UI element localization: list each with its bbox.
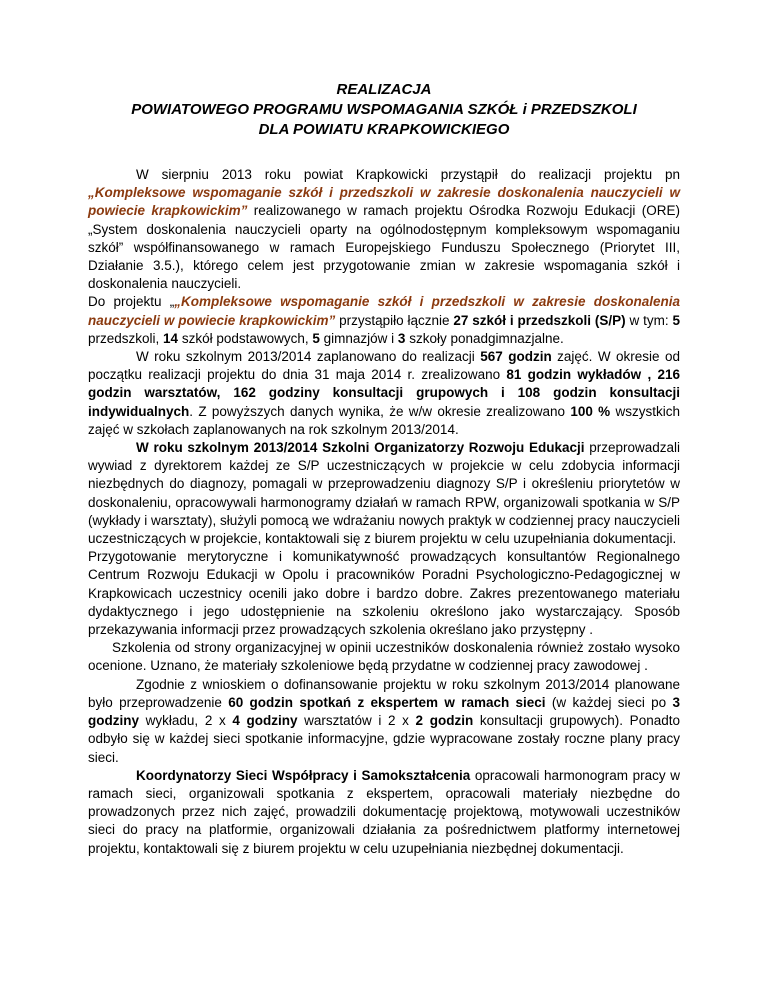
paragraph-2 <box>88 293 680 348</box>
p3-text-a: W roku szkolnym 2013/2014 zaplanowano do realizacji <box>136 349 481 365</box>
paragraph-1 <box>88 166 680 293</box>
paragraph-3 <box>88 348 680 439</box>
p2-project-name: „Kompleksowe wspomaganie szkół i przedszkoli w zakresie doskonalenia nauczycieli w powiecie krapkowickim” <box>88 294 680 328</box>
p2-text-i: szkół podstawowych, <box>178 330 313 346</box>
p7-lecture-hours: 3 godziny <box>88 694 680 729</box>
p1-text-c: realizowanego w ramach projektu Ośrodka Rozwoju Edukacji (ORE) „System doskonalenia nauczycieli oparty na ogólnodostępnym kompleksowym wspomaganiu szkół” współfinansowanego w ramach Europejskiego Funduszu Społecznego (Priorytet III, Działanie 3.5.), którego celem jest przygotowanie zmian w zakresie wspomagania szkół i doskonalenia nauczycieli. <box>88 203 681 292</box>
p2-count-preschools: 5 <box>672 312 680 328</box>
document-title <box>88 80 680 140</box>
p4-text-b: przeprowadzali wywiad z dyrektorem każdej ze S/P uczestniczących w projekcie w celu zdobycia informacji niezbędnych do diagnozy, pomagali w przeprowadzeniu diagnozy S/P i określeniu priorytetów w doskonaleniu, opracowywali harmonogramy działań w ramach RPW, organizowali spotkania w S/P (wykłady i warsztaty), służyli pomocą we wdrażaniu nowych praktyk w codziennej pracy nauczycieli uczestniczących w projekcie, kontaktowali się z biurem projektu w celu uzupełniania dokumentacji. <box>88 440 681 547</box>
p2-text-e: w tym: <box>625 312 673 328</box>
title-line-1: REALIZACJA <box>336 81 432 98</box>
p2-text-c: przystąpiło łącznie <box>335 312 454 328</box>
p2-total-schools: 27 szkół i przedszkoli (S/P) <box>453 312 626 328</box>
p3-hours-breakdown: 81 godzin wykładów , 216 godzin warsztatów, 162 godziny konsultacji grupowych i 108 godzin konsultacji indywidualnych <box>88 367 680 419</box>
p7-text-c: (w każdej sieci po <box>545 694 673 710</box>
p7-consult-hours: 2 godzin <box>415 713 474 729</box>
p3-text-e: . Z powyższych danych wynika, że w/w okresie zrealizowano <box>189 403 571 419</box>
p7-text-a: Zgodnie z wnioskiem o dofinansowanie projektu w roku szkolnym 2013/2014 planowane było przeprowadzenie <box>88 676 680 710</box>
p7-expert-hours: 60 godzin spotkań z ekspertem w ramach sieci <box>228 694 546 710</box>
p7-workshop-hours: 4 godziny <box>232 713 298 729</box>
p3-text-c: zajęć. W okresie od początku realizacji projektu do dnia 31 maja 2014 r. zrealizowano <box>88 349 680 383</box>
p3-planned-hours: 567 godzin <box>480 349 552 365</box>
title-line-3: DLA POWIATU KRAPKOWICKIEGO <box>258 121 510 138</box>
p4-heading: W roku szkolnym 2013/2014 Szkolni Organizatorzy Rozwoju Edukacji <box>136 440 585 456</box>
document-page <box>88 80 680 858</box>
p3-text-g: wszystkich zajęć w szkołach zaplanowanych na rok szkolnym 2013/2014. <box>88 403 681 437</box>
p2-count-secondary: 3 <box>397 330 406 346</box>
p1-text-a: W sierpniu 2013 roku powiat Krapkowicki przystąpił do realizacji projektu pn <box>136 167 680 182</box>
p7-text-i: konsultacji grupowych). Ponadto odbyło się w każdej sieci spotkanie informacyjne, gdzie wypracowane zostały roczne plany pracy sieci. <box>88 713 680 765</box>
p7-text-e: wykładu, 2 x <box>139 713 233 729</box>
title-line-2: POWIATOWEGO PROGRAMU WSPOMAGANIA SZKÓŁ i PRZEDSZKOLI <box>131 101 637 118</box>
paragraph-4 <box>88 439 680 548</box>
p2-count-gymnasia: 5 <box>312 330 320 346</box>
p3-percent: 100 % <box>570 403 611 419</box>
paragraph-8 <box>88 767 680 858</box>
p2-text-m: szkoły ponadgimnazjalne. <box>405 330 564 346</box>
p8-text-b: opracowali harmonogram pracy w ramach sieci, organizowali spotkania z ekspertem, opracowali materiały niezbędne do prowadzonych przez nich zajęć, prowadzili dokumentację projektową, motywowali uczestników sieci do pracy na platformie, organizowali działania za pośrednictwem platformy internetowej projektu, kontaktowali się z biurem projektu w celu uzupełniania niezbędnej dokumentacji. <box>88 767 681 856</box>
p2-text-a: Do projektu „ <box>88 294 175 310</box>
p2-text-g: przedszkoli, <box>88 330 164 346</box>
p8-heading: Koordynatorzy Sieci Współpracy i Samokształcenia <box>136 767 471 783</box>
p2-count-primary: 14 <box>163 330 179 346</box>
paragraph-7 <box>88 676 680 767</box>
paragraph-5: Przygotowanie merytoryczne i komunikatywność prowadzących konsultantów Regionalnego Centrum Rozwoju Edukacji w Opolu i pracowników Poradni Psychologiczno-Pedagogicznej w Krapkowicach uczestnicy ocenili jako dobre i bardzo dobre. Zakres prezentowanego materiału dydaktycznego i jego udostępnienie na szkoleniu określono jako wystarczający. Sposób przekazywania informacji przez prowadzących szkolenia określano jako przystępny . <box>88 549 680 638</box>
p1-project-name: „Kompleksowe wspomaganie szkół i przedszkoli w zakresie doskonalenia nauczycieli w powiecie krapkowickim” <box>88 185 680 219</box>
paragraph-6: Szkolenia od strony organizacyjnej w opinii uczestników doskonalenia również zostało wysoko ocenione. Uznano, że materiały szkoleniowe będą przydatne w codziennej pracy zawodowej . <box>88 640 680 674</box>
p7-text-g: warsztatów i 2 x <box>297 713 416 729</box>
p2-text-k: gimnazjów i <box>319 330 398 346</box>
